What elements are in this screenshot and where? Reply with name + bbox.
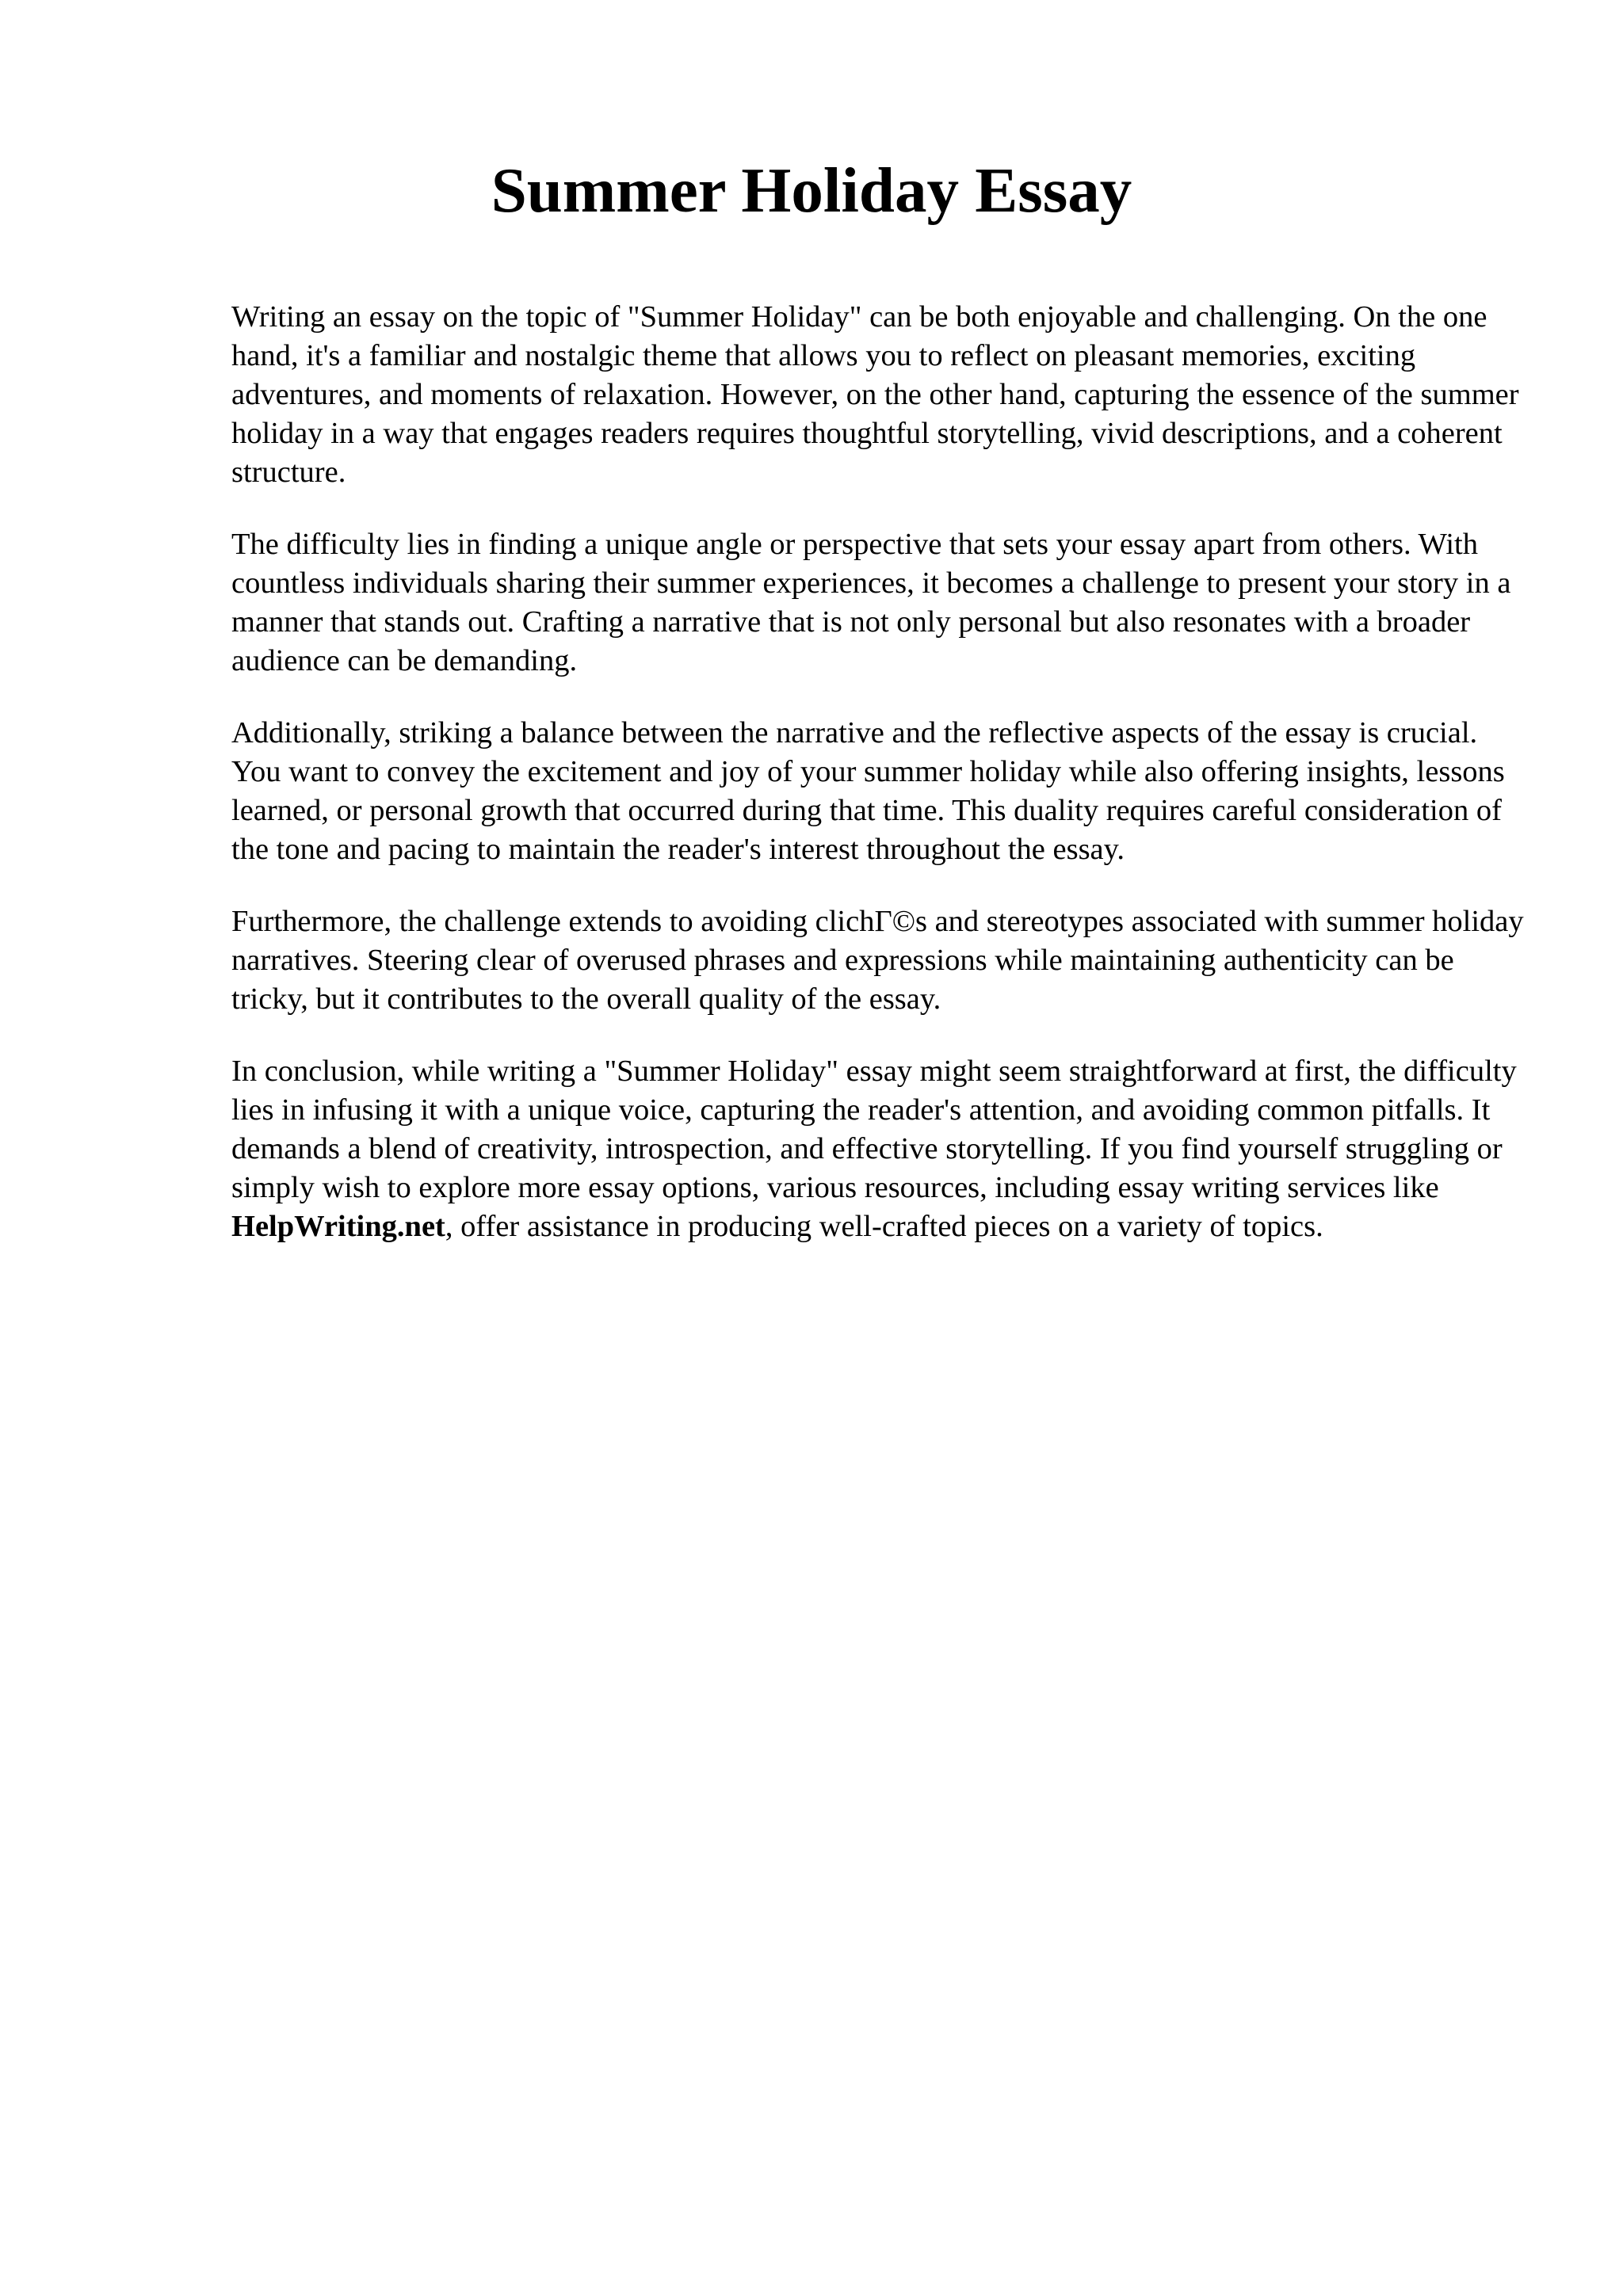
essay-body <box>231 298 1531 1280</box>
paragraph-conclusion <box>231 1052 1531 1246</box>
conclusion-text-end: , offer assistance in producing well-crafted pieces on a variety of topics. <box>445 1210 1323 1243</box>
paragraph-3: Additionally, striking a balance between the narrative and the reflective aspects of the essay is crucial. You want to convey the excitement and joy of your summer holiday while also offering insights, lessons learned, or personal growth that occurred during that time. This duality requires careful consideration of the tone and pacing to maintain the reader's interest throughout the essay. <box>231 716 1505 866</box>
page-title: Summer Holiday Essay <box>491 154 1132 226</box>
paragraph-1: Writing an essay on the topic of "Summer Holiday" can be both enjoyable and challenging. On the one hand, it's a familiar and nostalgic theme that allows you to reflect on pleasant memories, exciting adventures, and moments of relaxation. However, on the other hand, capturing the essence of the summer holiday in a way that engages readers requires thoughtful storytelling, vivid descriptions, and a coherent structure. <box>231 300 1519 489</box>
conclusion-text-start: In conclusion, while writing a "Summer Holiday" essay might seem straightforward at first, the difficulty lies in infusing it with a unique voice, capturing the reader's attention, and avoiding common pitfalls. It demands a blend of creativity, introspection, and effective storytelling. If you find yourself struggling or simply wish to explore more essay options, various resources, including essay writing services like <box>231 1055 1517 1204</box>
brand-name: HelpWriting.net <box>231 1210 445 1243</box>
paragraph-4: Furthermore, the challenge extends to avoiding clichΓ©s and stereotypes associated with summer holiday narratives. Steering clear of overused phrases and expressions while maintaining authenticity can be tricky, but it contributes to the overall quality of the essay. <box>231 905 1524 1016</box>
paragraph-2: The difficulty lies in finding a unique angle or perspective that sets your essay apart from others. With countless individuals sharing their summer experiences, it becomes a challenge to present your story in a manner that stands out. Crafting a narrative that is not only personal but also resonates with a broader audience can be demanding. <box>231 528 1511 677</box>
